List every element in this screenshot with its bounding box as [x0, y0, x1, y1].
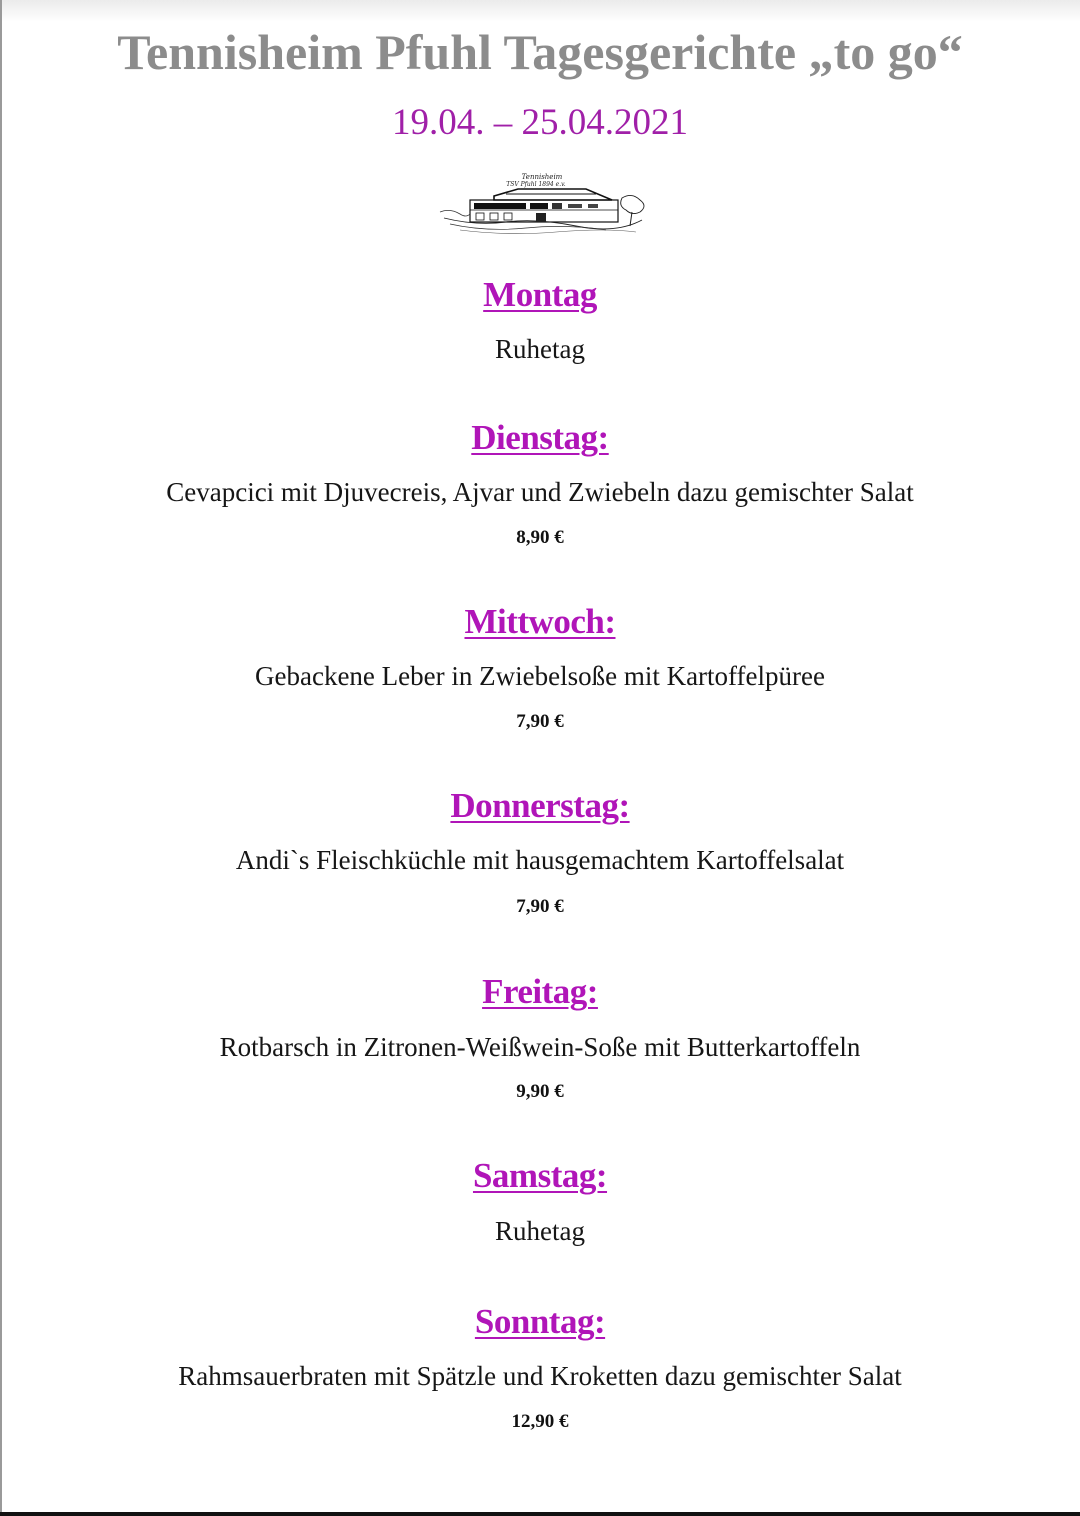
- left-border: [0, 0, 2, 1516]
- day-heading-freitag: Freitag:: [482, 972, 598, 1011]
- price-freitag: 9,90 €: [516, 1081, 564, 1102]
- dish-mittwoch: Gebackene Leber in Zwiebelsoße mit Kartoffelpüree: [255, 661, 825, 691]
- page-title: Tennisheim Pfuhl Tagesgerichte „to go“: [117, 24, 963, 80]
- clubhouse-sketch-icon: [436, 168, 650, 240]
- date-range: 19.04. – 25.04.2021: [392, 102, 688, 143]
- day-heading-mittwoch: Mittwoch:: [464, 602, 616, 641]
- dish-samstag: Ruhetag: [495, 1216, 585, 1246]
- price-donnerstag: 7,90 €: [516, 896, 564, 917]
- day-heading-sonntag: Sonntag:: [474, 1302, 606, 1341]
- top-shadow: [0, 0, 1080, 22]
- dish-donnerstag: Andi`s Fleischküchle mit hausgemachtem Kartoffelsalat: [235, 845, 845, 875]
- day-heading-dienstag: Dienstag:: [471, 418, 609, 457]
- price-dienstag: 8,90 €: [516, 527, 564, 548]
- day-heading-donnerstag: Donnerstag:: [450, 786, 630, 825]
- bottom-border: [0, 1512, 1080, 1516]
- dish-freitag: Rotbarsch in Zitronen-Weißwein-Soße mit Butterkartoffeln: [219, 1032, 861, 1062]
- price-mittwoch: 7,90 €: [516, 711, 564, 732]
- svg-text:TSV Pfuhl 1894 e.v.: TSV Pfuhl 1894 e.v.: [506, 181, 566, 188]
- day-heading-samstag: Samstag:: [472, 1156, 608, 1195]
- dish-montag: Ruhetag: [495, 334, 585, 364]
- day-heading-montag: Montag: [483, 275, 597, 314]
- dish-sonntag: Rahmsauerbraten mit Spätzle und Kroketten dazu gemischter Salat: [178, 1361, 902, 1391]
- price-sonntag: 12,90 €: [511, 1411, 569, 1432]
- svg-text:Tennisheim: Tennisheim: [521, 173, 563, 181]
- dish-dienstag: Cevapcici mit Djuvecreis, Ajvar und Zwiebeln dazu gemischter Salat: [166, 477, 914, 507]
